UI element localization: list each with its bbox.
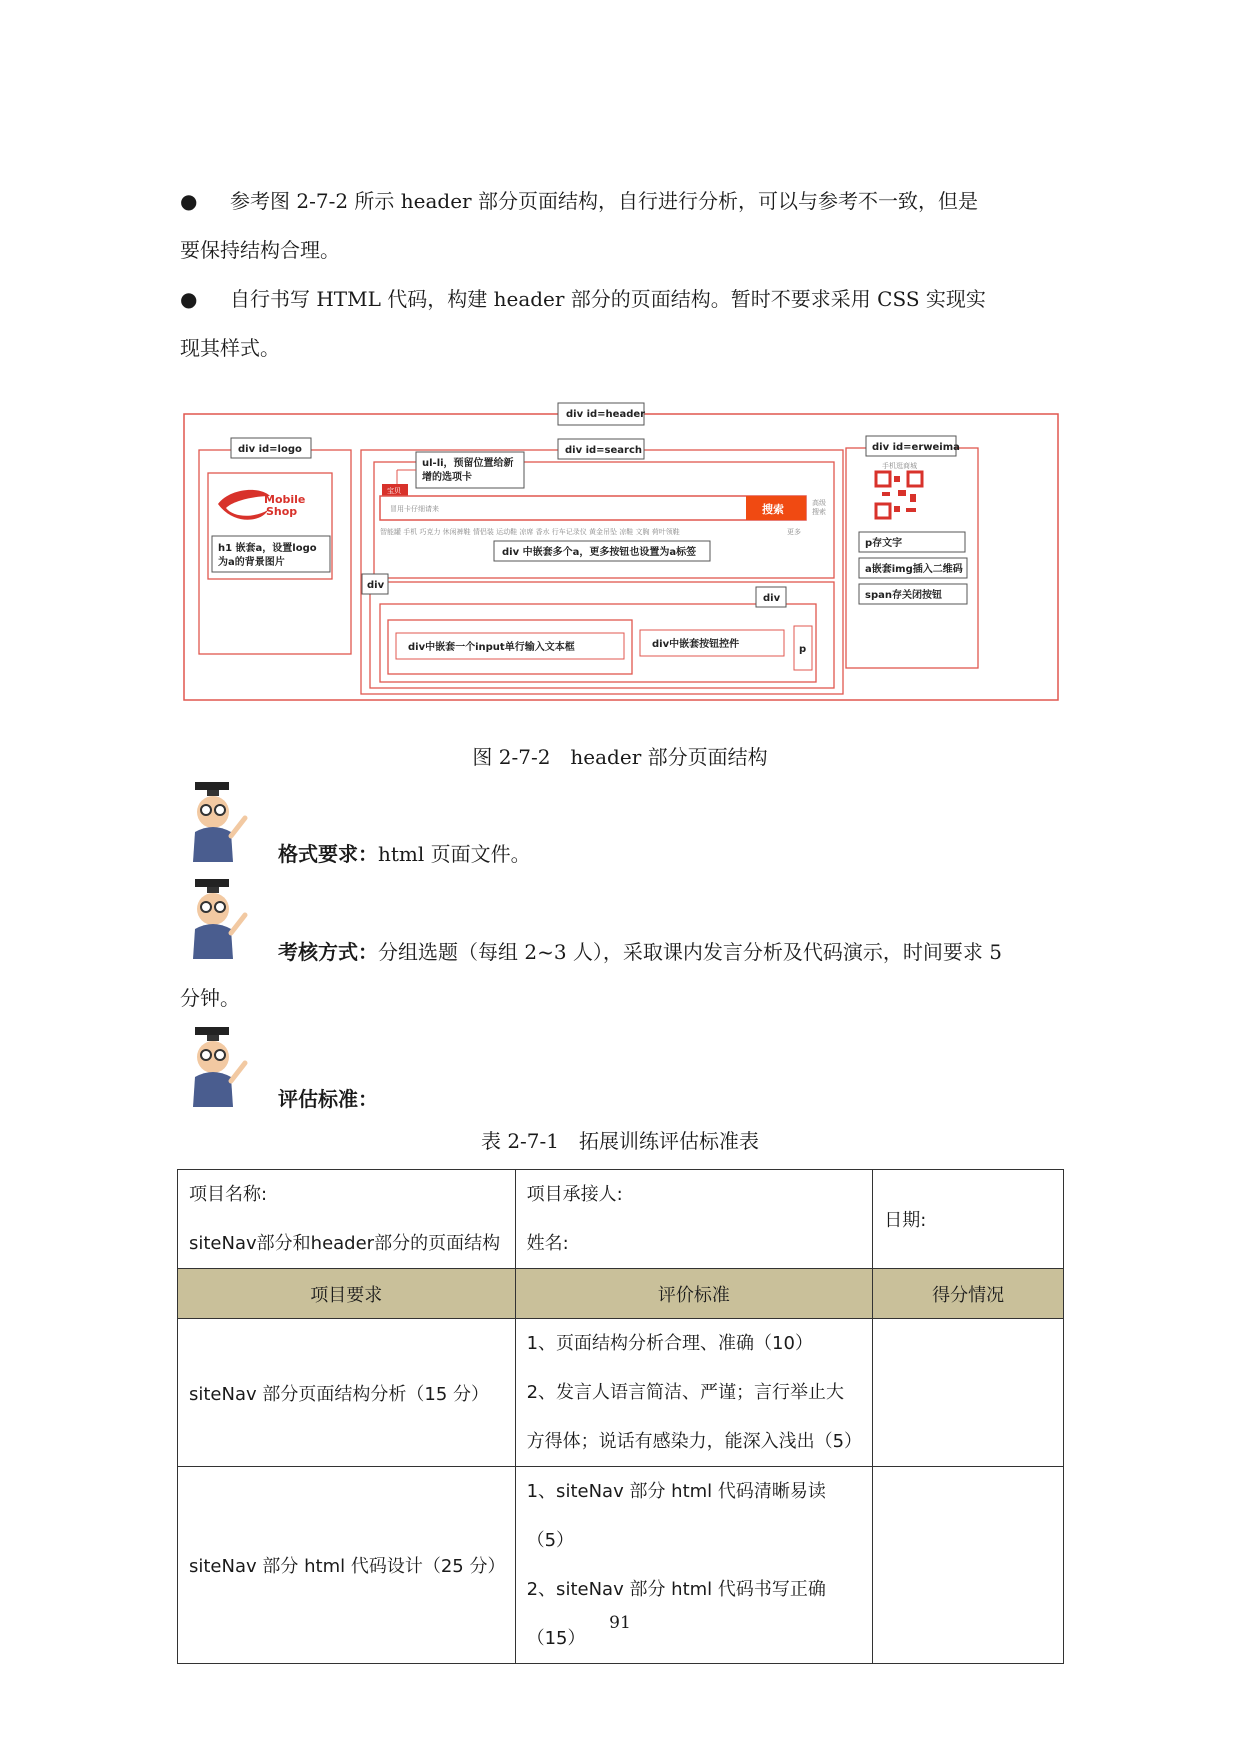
format-label: 格式要求： <box>278 842 378 866</box>
requirement-cell: siteNav 部分页面结构分析（15 分） <box>178 1319 516 1467</box>
span-note <box>859 584 967 604</box>
p-note <box>859 532 965 552</box>
svg-text:增的选项卡: 增的选项卡 <box>422 472 472 483</box>
search-label <box>558 439 644 459</box>
svg-text:冒用卡仔细请来: 冒用卡仔细请来 <box>390 505 439 513</box>
mobile-shop-logo <box>218 490 305 520</box>
svg-text:手机逛商城: 手机逛商城 <box>882 462 917 470</box>
svg-text:div中嵌套一个input单行输入文本框: div中嵌套一个input单行输入文本框 <box>408 642 575 653</box>
criteria-line: 1、siteNav 部分 html 代码清晰易读（5） <box>526 1481 826 1551</box>
format-requirement <box>278 838 531 867</box>
svg-text:div中嵌套按钮控件: div中嵌套按钮控件 <box>652 639 740 650</box>
figure-caption: 图 2-7-2 header 部分页面结构 <box>472 745 768 769</box>
svg-text:搜索: 搜索 <box>812 508 826 516</box>
svg-text:高级: 高级 <box>812 499 826 507</box>
assess-text: 分组选题（每组 2~3 人），采取课内发言分析及代码演示，时间要求 5 <box>378 940 1003 964</box>
criteria-line: 2、siteNav 部分 html 代码书写正确（15） <box>526 1579 826 1649</box>
svg-text:div: div <box>763 593 781 604</box>
table-header-row <box>178 1269 1064 1319</box>
svg-text:div id=search: div id=search <box>565 445 643 456</box>
column-header: 评价标准 <box>515 1269 873 1319</box>
score-cell[interactable] <box>873 1467 1064 1664</box>
evaluation-standard <box>278 1083 378 1112</box>
button-note <box>640 630 784 656</box>
svg-text:h1 嵌套a，设置logo: h1 嵌套a，设置logo <box>218 543 317 554</box>
teacher-icon <box>181 877 265 961</box>
header-label <box>558 403 645 425</box>
project-name-label: 项目名称: <box>189 1184 268 1205</box>
bullet-continuation: 现其样式。 <box>180 336 280 360</box>
criteria-line: 1、页面结构分析合理、准确（10） <box>526 1333 813 1354</box>
links-note <box>494 541 710 561</box>
h1-note <box>212 536 330 572</box>
score-cell[interactable] <box>873 1319 1064 1467</box>
div-label-1 <box>362 574 388 594</box>
erweima-label <box>866 436 960 456</box>
svg-text:span存关闭按钮: span存关闭按钮 <box>865 590 942 601</box>
assess-label: 考核方式： <box>278 940 378 964</box>
table-row <box>178 1170 1064 1269</box>
svg-text:div 中嵌套多个a，更多按钮也设置为a标签: div 中嵌套多个a，更多按钮也设置为a标签 <box>502 547 697 558</box>
criteria-cell <box>515 1467 873 1664</box>
header-structure-diagram <box>182 400 1062 705</box>
assess-continuation: 分钟。 <box>180 986 240 1010</box>
svg-text:为a的背景图片: 为a的背景图片 <box>218 557 285 568</box>
qr-code-icon <box>876 472 922 518</box>
name-label: 姓名: <box>526 1233 569 1254</box>
svg-text:Mobile: Mobile <box>264 493 306 506</box>
svg-text:宝贝: 宝贝 <box>387 487 401 495</box>
bullet-text: 自行书写 HTML 代码，构建 header 部分的页面结构。暂时不要求采用 CSS 实现实 <box>230 287 986 311</box>
undertaker-label: 项目承接人: <box>526 1184 623 1205</box>
svg-text:智能罐 手机 巧克力 休闲裤鞋 情侣装 运动鞋: 智能罐 手机 巧克力 休闲裤鞋 情侣装 运动鞋 凉席 香水 行车记录仪 黄金吊坠 凉鞋 文胸 荷叶领鞋 <box>380 528 680 536</box>
bullet-icon: ● <box>180 287 198 311</box>
bullet-continuation: 要保持结构合理。 <box>180 238 340 262</box>
format-text: html 页面文件。 <box>378 842 531 866</box>
svg-text:div id=header: div id=header <box>566 409 646 420</box>
criteria-line: 方得体；说话有感染力，能深入浅出（5） <box>526 1431 863 1452</box>
p-label <box>794 626 812 670</box>
table-row <box>178 1319 1064 1467</box>
table-caption: 表 2-7-1 拓展训练评估标准表 <box>480 1129 760 1153</box>
teacher-icon <box>181 1025 265 1109</box>
column-header: 得分情况 <box>873 1269 1064 1319</box>
page-number: 91 <box>609 1613 631 1633</box>
column-header: 项目要求 <box>178 1269 516 1319</box>
criteria-cell <box>515 1319 873 1467</box>
svg-text:p存文字: p存文字 <box>865 538 903 549</box>
requirement-cell: siteNav 部分 html 代码设计（25 分） <box>178 1467 516 1664</box>
bullet-text: 参考图 2-7-2 所示 header 部分页面结构，自行进行分析，可以与参考不一致，但是 <box>230 189 978 213</box>
svg-text:搜索: 搜索 <box>762 503 784 516</box>
input-note <box>396 633 624 659</box>
a-note <box>859 558 967 578</box>
ul-note <box>416 452 524 488</box>
teacher-icon <box>181 780 265 864</box>
svg-text:div id=logo: div id=logo <box>238 444 302 455</box>
svg-text:p: p <box>799 644 807 655</box>
div-label-2 <box>756 587 786 607</box>
date-cell: 日期: <box>873 1170 1064 1269</box>
project-name-value: siteNav部分和header部分的页面结构 <box>189 1233 501 1254</box>
svg-text:更多: 更多 <box>787 528 801 536</box>
svg-text:ul-li，预留位置给新: ul-li，预留位置给新 <box>422 458 514 469</box>
bullet-icon: ● <box>180 189 198 213</box>
svg-text:a嵌套img插入二维码: a嵌套img插入二维码 <box>865 564 963 575</box>
table-row <box>178 1467 1064 1664</box>
criteria-line: 2、发言人语言简洁、严谨；言行举止大 <box>526 1382 845 1403</box>
project-name-cell <box>178 1170 516 1269</box>
bullet-item-2 <box>180 275 1080 324</box>
assessment-method <box>278 936 1002 965</box>
evaluation-table <box>177 1169 1064 1664</box>
eval-label: 评估标准： <box>278 1087 378 1111</box>
svg-text:div id=erweima: div id=erweima <box>872 442 960 453</box>
undertaker-cell <box>515 1170 873 1269</box>
svg-text:Shop: Shop <box>266 505 298 518</box>
search-input-mock <box>380 496 806 520</box>
bullet-item-1 <box>180 177 1080 226</box>
logo-label <box>231 438 311 458</box>
svg-text:div: div <box>367 580 385 591</box>
